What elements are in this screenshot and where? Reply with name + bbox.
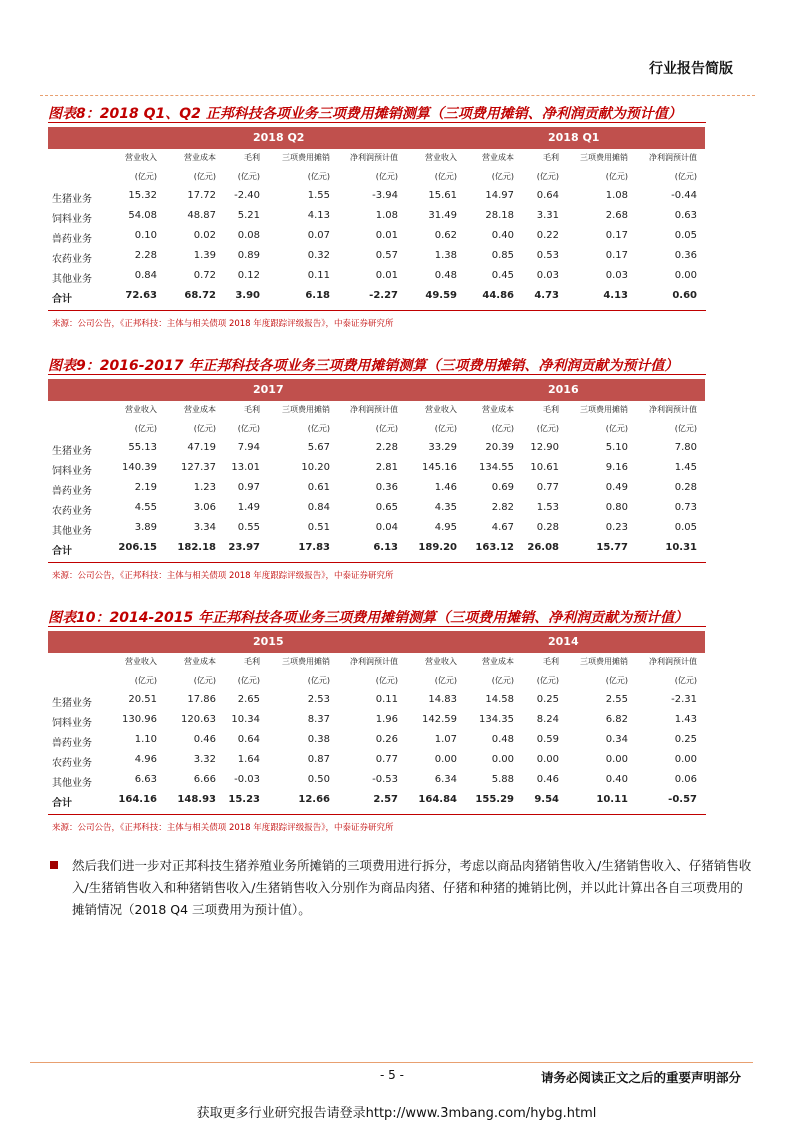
table-cell: 120.63 bbox=[181, 714, 216, 725]
table-cell: 164.84 bbox=[418, 794, 457, 805]
table-cell: 0.85 bbox=[491, 250, 514, 261]
row-label: 其他业务 bbox=[52, 778, 92, 789]
table-cell: 49.59 bbox=[425, 290, 457, 301]
table-cell: 10.20 bbox=[301, 462, 330, 473]
table-cell: 0.59 bbox=[536, 734, 559, 745]
column-header: 营业收入 bbox=[425, 153, 457, 162]
table-cell: 2.68 bbox=[605, 210, 628, 221]
table-cell: 14.97 bbox=[485, 190, 514, 201]
table-cell: 5.88 bbox=[491, 774, 514, 785]
table-cell: 0.48 bbox=[491, 734, 514, 745]
table-title-rule bbox=[48, 626, 706, 627]
table-cell: 0.00 bbox=[536, 754, 559, 765]
table-cell: 28.18 bbox=[485, 210, 514, 221]
table-cell: 0.01 bbox=[375, 230, 398, 241]
table-cell: 23.97 bbox=[228, 542, 260, 553]
column-header: 净利润预计值 bbox=[649, 657, 697, 666]
row-label: 合计 bbox=[52, 798, 72, 809]
disclaimer-note: 请务必阅读正文之后的重要声明部分 bbox=[540, 1070, 741, 1085]
table-cell: 0.00 bbox=[434, 754, 457, 765]
row-label: 饲料业务 bbox=[52, 466, 92, 477]
table-cell: 0.89 bbox=[237, 250, 260, 261]
table-cell: 3.89 bbox=[134, 522, 157, 533]
table-cell: 0.61 bbox=[307, 482, 330, 493]
row-label: 饲料业务 bbox=[52, 718, 92, 729]
table-cell: 15.77 bbox=[596, 542, 628, 553]
column-unit: (亿元) bbox=[237, 172, 260, 181]
column-header: 净利润预计值 bbox=[350, 405, 398, 414]
table-source-note: 来源：公司公告，《正邦科技：主体与相关债项 2018 年度跟踪评级报告》，中泰证券研究所 bbox=[52, 319, 394, 329]
table-title: 图表8：2018 Q1、Q2 正邦科技各项业务三项费用摊销测算（三项费用摊销、净利润贡献为预计值） bbox=[48, 106, 682, 122]
table-cell: 7.80 bbox=[674, 442, 697, 453]
column-unit: (亿元) bbox=[237, 424, 260, 433]
column-header: 净利润预计值 bbox=[649, 153, 697, 162]
column-header: 毛利 bbox=[244, 405, 260, 414]
column-unit: (亿元) bbox=[434, 676, 457, 685]
table-cell: 0.77 bbox=[536, 482, 559, 493]
table-cell: 1.53 bbox=[536, 502, 559, 513]
column-unit: (亿元) bbox=[193, 424, 216, 433]
table-cell: 0.46 bbox=[193, 734, 216, 745]
table-cell: 0.28 bbox=[674, 482, 697, 493]
table-cell: 0.69 bbox=[491, 482, 514, 493]
row-label: 其他业务 bbox=[52, 526, 92, 537]
table-cell: 0.03 bbox=[605, 270, 628, 281]
table-cell: 0.46 bbox=[536, 774, 559, 785]
table-cell: 206.15 bbox=[118, 542, 157, 553]
table-cell: -3.94 bbox=[372, 190, 398, 201]
table-cell: 15.23 bbox=[228, 794, 260, 805]
table-cell: 0.63 bbox=[674, 210, 697, 221]
table-cell: 1.55 bbox=[307, 190, 330, 201]
table-cell: 2.65 bbox=[237, 694, 260, 705]
column-unit: (亿元) bbox=[134, 424, 157, 433]
table-cell: 0.48 bbox=[434, 270, 457, 281]
table-cell: 1.64 bbox=[237, 754, 260, 765]
table-cell: 6.34 bbox=[434, 774, 457, 785]
table-cell: 0.36 bbox=[375, 482, 398, 493]
table-cell: -2.31 bbox=[671, 694, 697, 705]
table-cell: 1.23 bbox=[193, 482, 216, 493]
table-cell: 0.62 bbox=[434, 230, 457, 241]
table-cell: 0.00 bbox=[491, 754, 514, 765]
column-header: 净利润预计值 bbox=[649, 405, 697, 414]
table-title-rule bbox=[48, 122, 706, 123]
table-cell: 130.96 bbox=[122, 714, 157, 725]
table-cell: 1.38 bbox=[434, 250, 457, 261]
table-cell: 127.37 bbox=[181, 462, 216, 473]
column-unit: (亿元) bbox=[536, 172, 559, 181]
table-cell: 0.45 bbox=[491, 270, 514, 281]
row-label: 生猪业务 bbox=[52, 194, 92, 205]
table-cell: 4.73 bbox=[534, 290, 559, 301]
period-label: 2018 Q2 bbox=[253, 131, 305, 144]
table-cell: 20.39 bbox=[485, 442, 514, 453]
table-source-note: 来源：公司公告，《正邦科技：主体与相关债项 2018 年度跟踪评级报告》，中泰证券研究所 bbox=[52, 823, 394, 833]
table-cell: 0.87 bbox=[307, 754, 330, 765]
table-cell: 1.39 bbox=[193, 250, 216, 261]
table-cell: 14.83 bbox=[428, 694, 457, 705]
table-cell: 0.26 bbox=[375, 734, 398, 745]
column-header: 营业收入 bbox=[425, 657, 457, 666]
table-cell: 0.06 bbox=[674, 774, 697, 785]
table-cell: 1.07 bbox=[434, 734, 457, 745]
table-cell: 0.12 bbox=[237, 270, 260, 281]
column-header: 营业成本 bbox=[482, 657, 514, 666]
table-cell: -2.40 bbox=[234, 190, 260, 201]
table-cell: 0.50 bbox=[307, 774, 330, 785]
table-cell: -2.27 bbox=[369, 290, 398, 301]
table-cell: -0.57 bbox=[668, 794, 697, 805]
row-label: 农药业务 bbox=[52, 758, 92, 769]
table-cell: 68.72 bbox=[184, 290, 216, 301]
table-cell: 0.02 bbox=[193, 230, 216, 241]
table-cell: 17.72 bbox=[187, 190, 216, 201]
table-cell: 12.90 bbox=[530, 442, 559, 453]
period-label: 2018 Q1 bbox=[548, 131, 600, 144]
column-unit: (亿元) bbox=[375, 424, 398, 433]
table-cell: 13.01 bbox=[231, 462, 260, 473]
table-cell: 17.83 bbox=[298, 542, 330, 553]
column-unit: (亿元) bbox=[434, 424, 457, 433]
table-cell: 1.43 bbox=[674, 714, 697, 725]
table-cell: 182.18 bbox=[177, 542, 216, 553]
table-cell: 1.10 bbox=[134, 734, 157, 745]
table-cell: 3.31 bbox=[536, 210, 559, 221]
table-cell: 0.32 bbox=[307, 250, 330, 261]
table-cell: 0.84 bbox=[134, 270, 157, 281]
table-cell: 9.54 bbox=[534, 794, 559, 805]
table-cell: 155.29 bbox=[475, 794, 514, 805]
table-cell: 134.35 bbox=[479, 714, 514, 725]
table-cell: 0.08 bbox=[237, 230, 260, 241]
table-cell: -0.03 bbox=[234, 774, 260, 785]
table-cell: 3.34 bbox=[193, 522, 216, 533]
column-unit: (亿元) bbox=[375, 676, 398, 685]
table-cell: 10.61 bbox=[530, 462, 559, 473]
column-header: 毛利 bbox=[543, 405, 559, 414]
table-cell: 0.80 bbox=[605, 502, 628, 513]
table-cell: 3.90 bbox=[235, 290, 260, 301]
column-unit: (亿元) bbox=[134, 676, 157, 685]
row-label: 其他业务 bbox=[52, 274, 92, 285]
table-cell: 0.17 bbox=[605, 250, 628, 261]
table-title: 图表9：2016-2017 年正邦科技各项业务三项费用摊销测算（三项费用摊销、净利润贡献为预计值） bbox=[48, 358, 679, 374]
column-header: 净利润预计值 bbox=[350, 153, 398, 162]
column-header: 三项费用摊销 bbox=[282, 657, 330, 666]
table-cell: 5.67 bbox=[307, 442, 330, 453]
column-unit: (亿元) bbox=[605, 424, 628, 433]
table-cell: 48.87 bbox=[187, 210, 216, 221]
row-label: 农药业务 bbox=[52, 254, 92, 265]
row-label: 合计 bbox=[52, 546, 72, 557]
table-cell: 0.04 bbox=[375, 522, 398, 533]
table-cell: 0.11 bbox=[307, 270, 330, 281]
table-cell: 134.55 bbox=[479, 462, 514, 473]
table-cell: 5.10 bbox=[605, 442, 628, 453]
table-cell: 148.93 bbox=[177, 794, 216, 805]
table-cell: 7.94 bbox=[237, 442, 260, 453]
column-unit: (亿元) bbox=[193, 172, 216, 181]
table-cell: 17.86 bbox=[187, 694, 216, 705]
row-label: 兽药业务 bbox=[52, 486, 92, 497]
column-unit: (亿元) bbox=[491, 676, 514, 685]
table-cell: 0.25 bbox=[536, 694, 559, 705]
table-bottom-rule bbox=[48, 310, 706, 311]
table-cell: 12.66 bbox=[298, 794, 330, 805]
row-label: 兽药业务 bbox=[52, 234, 92, 245]
column-unit: (亿元) bbox=[193, 676, 216, 685]
table-cell: 5.21 bbox=[237, 210, 260, 221]
table-cell: 1.49 bbox=[237, 502, 260, 513]
table-cell: 0.60 bbox=[672, 290, 697, 301]
table-cell: 0.53 bbox=[536, 250, 559, 261]
table-cell: 9.16 bbox=[605, 462, 628, 473]
column-header: 营业成本 bbox=[184, 657, 216, 666]
table-cell: 142.59 bbox=[422, 714, 457, 725]
table-cell: 4.67 bbox=[491, 522, 514, 533]
table-cell: 0.64 bbox=[536, 190, 559, 201]
column-header: 毛利 bbox=[244, 657, 260, 666]
column-header: 毛利 bbox=[543, 657, 559, 666]
table-cell: 0.10 bbox=[134, 230, 157, 241]
table-block bbox=[40, 100, 710, 330]
period-label: 2017 bbox=[253, 383, 284, 396]
table-block bbox=[40, 352, 710, 582]
table-cell: 47.19 bbox=[187, 442, 216, 453]
table-cell: 0.49 bbox=[605, 482, 628, 493]
table-title: 图表10：2014-2015 年正邦科技各项业务三项费用摊销测算（三项费用摊销、净利润贡献为预计值） bbox=[48, 610, 689, 626]
table-cell: 6.13 bbox=[373, 542, 398, 553]
table-cell: 1.08 bbox=[375, 210, 398, 221]
table-cell: 0.05 bbox=[674, 230, 697, 241]
column-unit: (亿元) bbox=[674, 424, 697, 433]
column-header: 三项费用摊销 bbox=[580, 405, 628, 414]
table-cell: 0.38 bbox=[307, 734, 330, 745]
column-unit: (亿元) bbox=[674, 172, 697, 181]
column-header: 营业成本 bbox=[184, 153, 216, 162]
column-unit: (亿元) bbox=[491, 172, 514, 181]
table-cell: 0.25 bbox=[674, 734, 697, 745]
column-header: 营业收入 bbox=[125, 657, 157, 666]
row-label: 生猪业务 bbox=[52, 698, 92, 709]
table-cell: 0.07 bbox=[307, 230, 330, 241]
table-cell: 1.45 bbox=[674, 462, 697, 473]
column-header: 营业收入 bbox=[425, 405, 457, 414]
table-cell: 55.13 bbox=[128, 442, 157, 453]
table-cell: 145.16 bbox=[422, 462, 457, 473]
row-label: 农药业务 bbox=[52, 506, 92, 517]
table-cell: 2.19 bbox=[134, 482, 157, 493]
table-bottom-rule bbox=[48, 814, 706, 815]
table-cell: 0.40 bbox=[605, 774, 628, 785]
column-header: 毛利 bbox=[244, 153, 260, 162]
body-paragraph: 然后我们进一步对正邦科技生猪养殖业务所摊销的三项费用进行拆分，考虑以商品肉猪销售收入/生猪销售收入、仔猪销售收入/生猪销售收入和种猪销售收入/生猪销售收入分别作为商品肉猪、仔猪和种猪的摊销比例，并以此计算出各自三项费用的摊销情况（2018 Q4 三项费用为预计值）。 bbox=[72, 858, 752, 917]
row-label: 兽药业务 bbox=[52, 738, 92, 749]
column-header: 三项费用摊销 bbox=[282, 405, 330, 414]
table-cell: 31.49 bbox=[428, 210, 457, 221]
table-cell: 0.84 bbox=[307, 502, 330, 513]
table-cell: -0.44 bbox=[671, 190, 697, 201]
table-cell: 3.06 bbox=[193, 502, 216, 513]
table-cell: 1.96 bbox=[375, 714, 398, 725]
table-cell: 0.34 bbox=[605, 734, 628, 745]
column-header: 三项费用摊销 bbox=[580, 153, 628, 162]
table-cell: 4.13 bbox=[307, 210, 330, 221]
period-header-band bbox=[48, 127, 705, 149]
column-header: 三项费用摊销 bbox=[282, 153, 330, 162]
table-cell: 4.55 bbox=[134, 502, 157, 513]
report-header-title: 行业报告简版 bbox=[649, 61, 733, 77]
table-cell: 15.32 bbox=[128, 190, 157, 201]
table-cell: 0.00 bbox=[674, 754, 697, 765]
header-divider bbox=[40, 95, 755, 96]
table-cell: 6.66 bbox=[193, 774, 216, 785]
table-cell: 3.32 bbox=[193, 754, 216, 765]
table-cell: 2.81 bbox=[375, 462, 398, 473]
column-unit: (亿元) bbox=[605, 172, 628, 181]
period-header-band bbox=[48, 631, 705, 653]
table-title-rule bbox=[48, 374, 706, 375]
period-label: 2015 bbox=[253, 635, 284, 648]
table-source-note: 来源：公司公告，《正邦科技：主体与相关债项 2018 年度跟踪评级报告》，中泰证券研究所 bbox=[52, 571, 394, 581]
page-number: - 5 - bbox=[380, 1068, 404, 1082]
table-cell: 0.05 bbox=[674, 522, 697, 533]
table-cell: 0.22 bbox=[536, 230, 559, 241]
column-header: 净利润预计值 bbox=[350, 657, 398, 666]
table-cell: 0.65 bbox=[375, 502, 398, 513]
column-unit: (亿元) bbox=[434, 172, 457, 181]
column-unit: (亿元) bbox=[491, 424, 514, 433]
table-cell: 140.39 bbox=[122, 462, 157, 473]
table-cell: 0.51 bbox=[307, 522, 330, 533]
table-cell: 0.97 bbox=[237, 482, 260, 493]
table-cell: 0.00 bbox=[674, 270, 697, 281]
column-header: 营业成本 bbox=[482, 153, 514, 162]
period-header-band bbox=[48, 379, 705, 401]
column-unit: (亿元) bbox=[307, 172, 330, 181]
table-cell: 14.58 bbox=[485, 694, 514, 705]
table-cell: 0.77 bbox=[375, 754, 398, 765]
table-cell: 164.16 bbox=[118, 794, 157, 805]
row-label: 饲料业务 bbox=[52, 214, 92, 225]
column-unit: (亿元) bbox=[307, 424, 330, 433]
table-cell: 15.61 bbox=[428, 190, 457, 201]
table-cell: 6.63 bbox=[134, 774, 157, 785]
period-label: 2016 bbox=[548, 383, 579, 396]
column-header: 三项费用摊销 bbox=[580, 657, 628, 666]
column-header: 营业成本 bbox=[184, 405, 216, 414]
table-cell: 10.11 bbox=[596, 794, 628, 805]
table-cell: 163.12 bbox=[475, 542, 514, 553]
period-label: 2014 bbox=[548, 635, 579, 648]
table-cell: 1.08 bbox=[605, 190, 628, 201]
table-cell: 0.00 bbox=[605, 754, 628, 765]
table-cell: 4.95 bbox=[434, 522, 457, 533]
table-cell: 189.20 bbox=[418, 542, 457, 553]
row-label: 生猪业务 bbox=[52, 446, 92, 457]
table-bottom-rule bbox=[48, 562, 706, 563]
table-cell: -0.53 bbox=[372, 774, 398, 785]
column-unit: (亿元) bbox=[536, 676, 559, 685]
column-unit: (亿元) bbox=[674, 676, 697, 685]
table-cell: 0.11 bbox=[375, 694, 398, 705]
table-cell: 2.53 bbox=[307, 694, 330, 705]
table-cell: 0.55 bbox=[237, 522, 260, 533]
table-cell: 2.55 bbox=[605, 694, 628, 705]
table-cell: 72.63 bbox=[125, 290, 157, 301]
table-cell: 8.37 bbox=[307, 714, 330, 725]
column-header: 毛利 bbox=[543, 153, 559, 162]
table-cell: 6.18 bbox=[305, 290, 330, 301]
column-unit: (亿元) bbox=[605, 676, 628, 685]
table-cell: 2.28 bbox=[375, 442, 398, 453]
table-cell: 0.72 bbox=[193, 270, 216, 281]
footer-divider bbox=[30, 1062, 753, 1063]
table-cell: 33.29 bbox=[428, 442, 457, 453]
column-header: 营业成本 bbox=[482, 405, 514, 414]
table-cell: 0.40 bbox=[491, 230, 514, 241]
table-cell: 0.64 bbox=[237, 734, 260, 745]
table-cell: 0.03 bbox=[536, 270, 559, 281]
column-unit: (亿元) bbox=[237, 676, 260, 685]
column-header: 营业收入 bbox=[125, 405, 157, 414]
table-cell: 54.08 bbox=[128, 210, 157, 221]
table-block bbox=[40, 604, 710, 834]
table-cell: 4.13 bbox=[603, 290, 628, 301]
table-cell: 6.82 bbox=[605, 714, 628, 725]
table-cell: 10.34 bbox=[231, 714, 260, 725]
table-cell: 0.17 bbox=[605, 230, 628, 241]
table-cell: 4.96 bbox=[134, 754, 157, 765]
table-cell: 26.08 bbox=[527, 542, 559, 553]
table-cell: 0.36 bbox=[674, 250, 697, 261]
table-cell: 10.31 bbox=[665, 542, 697, 553]
table-cell: 0.23 bbox=[605, 522, 628, 533]
table-cell: 0.57 bbox=[375, 250, 398, 261]
column-header: 营业收入 bbox=[125, 153, 157, 162]
table-cell: 0.28 bbox=[536, 522, 559, 533]
table-cell: 44.86 bbox=[482, 290, 514, 301]
table-cell: 0.73 bbox=[674, 502, 697, 513]
table-cell: 8.24 bbox=[536, 714, 559, 725]
bullet-square-icon bbox=[50, 861, 58, 869]
table-cell: 0.01 bbox=[375, 270, 398, 281]
table-cell: 2.82 bbox=[491, 502, 514, 513]
table-cell: 2.57 bbox=[373, 794, 398, 805]
column-unit: (亿元) bbox=[307, 676, 330, 685]
column-unit: (亿元) bbox=[134, 172, 157, 181]
column-unit: (亿元) bbox=[375, 172, 398, 181]
row-label: 合计 bbox=[52, 294, 72, 305]
table-cell: 20.51 bbox=[128, 694, 157, 705]
table-cell: 2.28 bbox=[134, 250, 157, 261]
column-unit: (亿元) bbox=[536, 424, 559, 433]
table-cell: 1.46 bbox=[434, 482, 457, 493]
table-cell: 4.35 bbox=[434, 502, 457, 513]
download-link-text[interactable]: 获取更多行业研究报告请登录http://www.3mbang.com/hybg.html bbox=[196, 1106, 597, 1121]
